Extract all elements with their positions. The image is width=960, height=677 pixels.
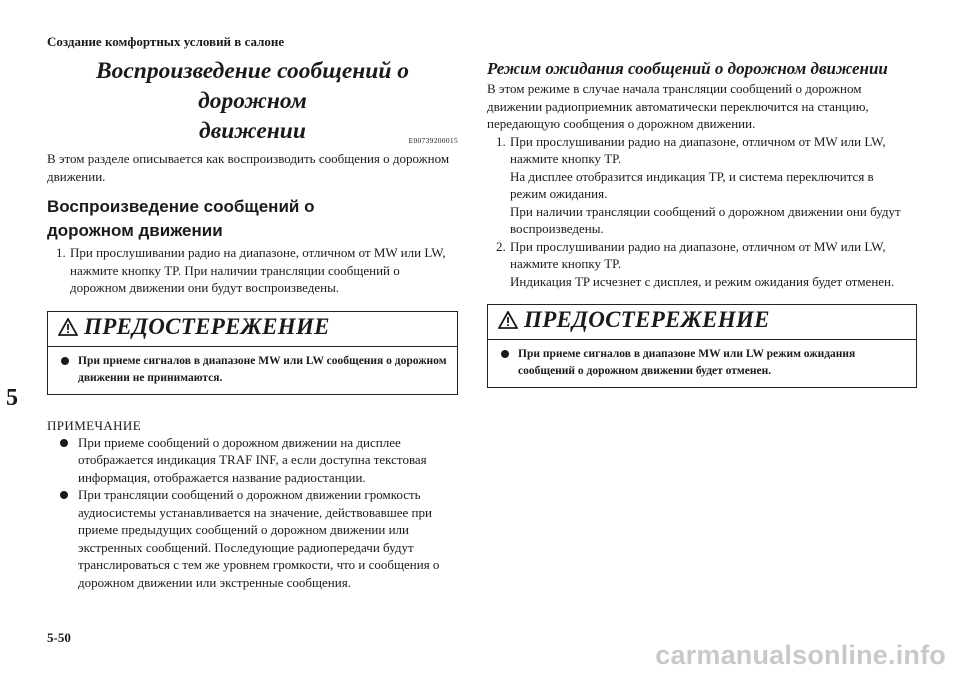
chapter-tab: 5 xyxy=(6,385,18,411)
caution-title: ПРЕДОСТЕРЕЖЕНИЕ xyxy=(524,307,770,332)
section-title-block xyxy=(47,56,458,146)
caution-box xyxy=(47,311,458,395)
note-item xyxy=(47,434,458,487)
caution-title: ПРЕДОСТЕРЕЖЕНИЕ xyxy=(84,313,330,339)
section-title-line2: движении xyxy=(199,118,306,144)
notes-list xyxy=(47,434,458,592)
warning-triangle-icon xyxy=(58,318,78,336)
bullet-icon xyxy=(60,439,68,447)
caution-header xyxy=(488,305,916,340)
caution-text: При приеме сигналов в диапазоне MW или LW сообщения о дорожном движении не принимаются. xyxy=(78,354,447,384)
section-title-line1: Воспроизведение сообщений о дорожном xyxy=(95,58,410,114)
section-code: E00739200015 xyxy=(408,136,458,145)
note-text: При трансляции сообщений о дорожном движении громкость аудиосистемы устанавливается на значение, действовавшее при приеме предыдущих сообщений о дорожном движении или экстренных сообщений. Последующие радиопередачи будут транслироваться с тем же уровнем громкости, что и сообщения о дорожном движении или экстренные сообщения. xyxy=(78,487,440,590)
caution-box xyxy=(487,304,917,388)
caution-item xyxy=(58,353,447,387)
caution-text: При приеме сигналов в диапазоне MW или LW режим ожидания сообщений о дорожном движении будет отменен. xyxy=(518,348,856,377)
caution-body xyxy=(48,347,457,394)
step-number: 1. xyxy=(56,245,66,260)
step-item xyxy=(487,238,902,291)
caution-header xyxy=(48,312,457,347)
left-column xyxy=(47,56,458,591)
note-item xyxy=(47,486,458,591)
intro-paragraph: В этом разделе описывается как воспроизводить сообщения о дорожном движении. xyxy=(47,151,450,184)
step-text: При прослушивании радио на диапазоне, отличном от MW или LW, нажмите кнопку TP. xyxy=(510,133,886,166)
right-column xyxy=(487,58,918,388)
step-number: 1. xyxy=(496,133,506,149)
step-item xyxy=(47,244,458,297)
step-extra-text: На дисплее отобразится индикация TP, и система переключится в режим ожидания. xyxy=(510,168,874,201)
bullet-icon xyxy=(501,350,509,358)
note-label: ПРИМЕЧАНИЕ xyxy=(47,417,142,433)
caution-item xyxy=(498,346,906,380)
caution-body xyxy=(488,340,916,387)
step-item xyxy=(487,133,902,238)
step-text: При прослушивании радио на диапазоне, отличном от MW или LW, нажмите кнопку TP. При наличии трансляции сообщений о дорожном движении они будут воспроизведены. xyxy=(70,245,446,295)
steps-list xyxy=(47,244,458,297)
watermark: carmanualsonline.info xyxy=(655,640,946,670)
standby-steps-list xyxy=(487,133,902,291)
bullet-icon xyxy=(60,491,68,499)
page-number: 5-50 xyxy=(47,630,71,645)
note-text: При приеме сообщений о дорожном движении на дисплее отображается индикация TRAF INF, а если доступна текстовая информация, отображается название радиостанции. xyxy=(78,434,427,485)
standby-heading: Режим ожидания сообщений о дорожном движении xyxy=(487,59,888,78)
step-text: При прослушивании радио на диапазоне, отличном от MW или LW, нажмите кнопку TP. xyxy=(510,238,886,271)
running-header: Создание комфортных условий в салоне xyxy=(47,34,285,49)
step-extra-text: При наличии трансляции сообщений о дорожном движении они будут воспроизведены. xyxy=(510,203,901,236)
warning-triangle-icon xyxy=(498,311,518,329)
subheading: Воспроизведение сообщений о дорожном движении xyxy=(47,197,315,240)
step-number: 2. xyxy=(496,238,506,254)
standby-intro: В этом режиме в случае начала трансляции сообщений о дорожном движении радиоприемник автоматически переключится на станцию, передающую сообщения о дорожном движении. xyxy=(487,81,869,131)
step-extra-text: Индикация TP исчезнет с дисплея, и режим ожидания будет отменен. xyxy=(510,273,895,289)
bullet-icon xyxy=(61,357,69,365)
